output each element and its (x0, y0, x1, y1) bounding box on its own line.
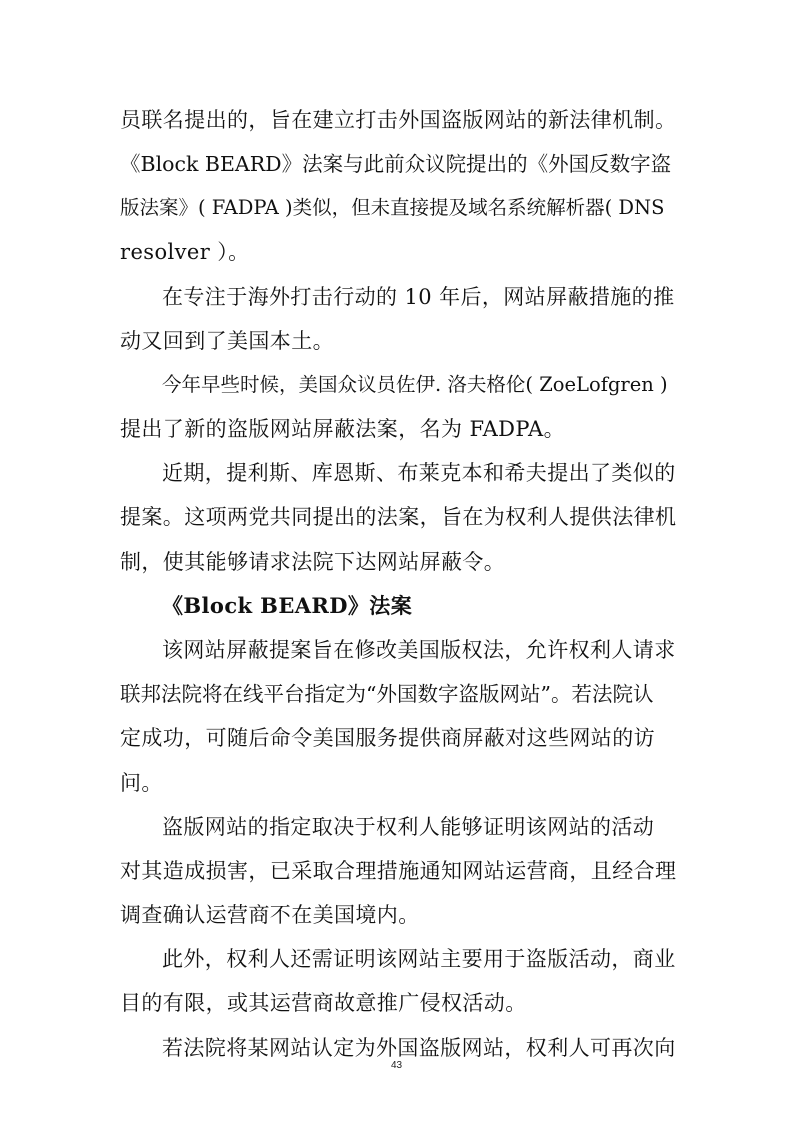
body-line: 提出了新的盗版网站屏蔽法案，名为 FADPA。 (120, 417, 565, 441)
body-line: 目的有限，或其运营商故意推广侵权活动。 (120, 991, 527, 1015)
body-line: 调查确认运营商不在美国境内。 (120, 903, 420, 927)
body-line: 今年早些时候，美国众议员佐伊. 洛夫格伦( ZoeLofgren ) (162, 373, 668, 396)
body-line: 该网站屏蔽提案旨在修改美国版权法，允许权利人请求 (162, 638, 676, 662)
body-line: 在专注于海外打击行动的 10 年后，网站屏蔽措施的推 (162, 285, 675, 309)
page-number: 43 (390, 1060, 403, 1071)
body-line: resolver ）。 (120, 240, 250, 264)
body-line: 提案。这项两党共同提出的法案，旨在为权利人提供法律机 (120, 505, 677, 529)
body-line: 盗版网站的指定取决于权利人能够证明该网站的活动 (162, 815, 655, 839)
body-line: 若法院将某网站认定为外国盗版网站，权利人可再次向 (162, 1036, 676, 1060)
body-line: 联邦法院将在线平台指定为“外国数字盗版网站”。若法院认 (120, 682, 654, 706)
body-line: 问。 (120, 771, 163, 795)
body-line: 《Block BEARD》法案与此前众议院提出的《外国反数字盗 (120, 152, 672, 176)
body-line: 定成功，可随后命令美国服务提供商屏蔽对这些网站的访 (120, 726, 655, 750)
section-heading: 《Block BEARD》法案 (162, 593, 413, 618)
body-line: 版法案》( FADPA )类似，但未直接提及域名系统解析器( DNS (120, 196, 665, 219)
body-line: 制，使其能够请求法院下达网站屏蔽令。 (120, 550, 506, 574)
body-line: 员联名提出的，旨在建立打击外国盗版网站的新法律机制。 (120, 108, 677, 132)
body-line: 此外，权利人还需证明该网站主要用于盗版活动，商业 (162, 947, 676, 971)
body-line: 对其造成损害，已采取合理措施通知网站运营商，且经合理 (120, 859, 677, 883)
body-line: 动又回到了美国本土。 (120, 329, 334, 353)
body-line: 近期，提利斯、库恩斯、布莱克本和希夫提出了类似的 (162, 461, 676, 485)
